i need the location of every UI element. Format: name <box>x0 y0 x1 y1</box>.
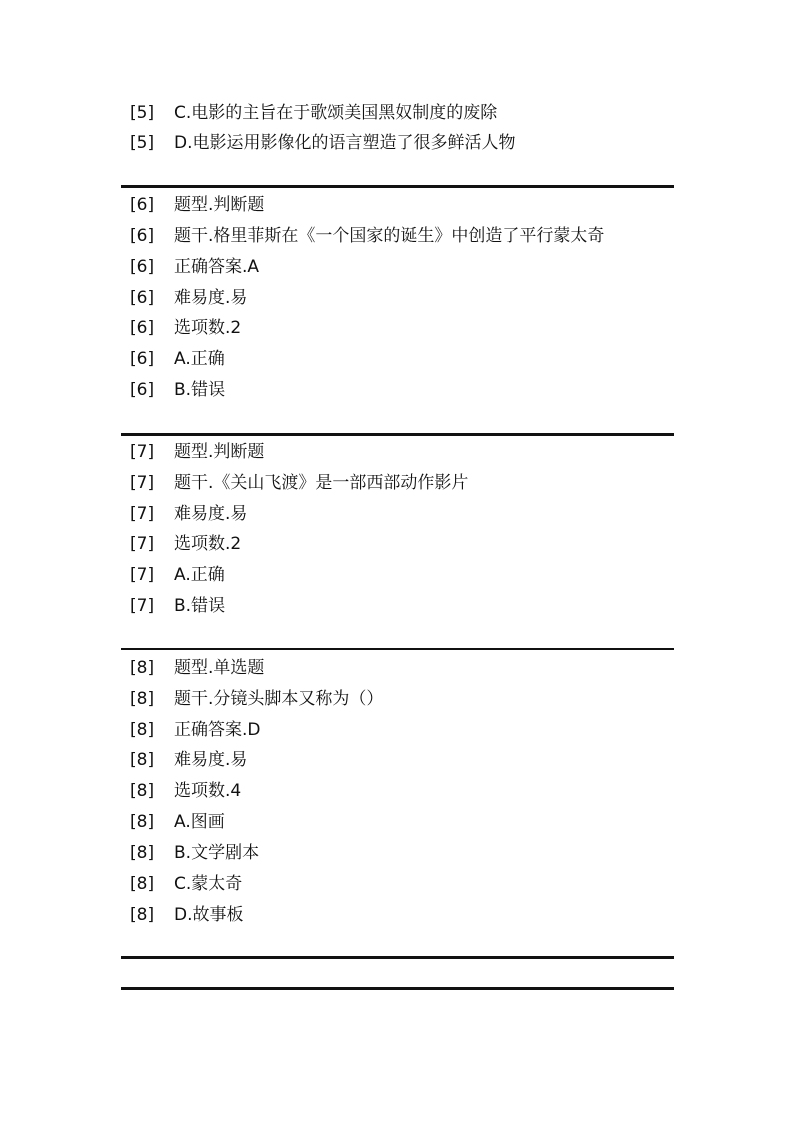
question-number: [5] <box>130 133 155 153</box>
question-number: [5] <box>130 103 155 123</box>
line-text: B.错误 <box>174 596 226 616</box>
line-text: A.正确 <box>174 349 225 369</box>
q8-line <box>130 904 244 926</box>
q6-line <box>130 287 247 309</box>
question-number: [8] <box>130 905 155 925</box>
question-number: [6] <box>130 349 155 369</box>
q5-line <box>130 102 497 124</box>
q7-line <box>130 533 241 555</box>
line-text: 正确答案.A <box>174 257 260 277</box>
q5-line <box>130 132 516 154</box>
line-text: 选项数.2 <box>174 534 242 554</box>
question-number: [7] <box>130 473 155 493</box>
line-text: 题型.判断题 <box>174 442 265 462</box>
line-text: 选项数.4 <box>174 781 242 801</box>
question-number: [6] <box>130 288 155 308</box>
q6-line <box>130 256 259 278</box>
section-divider <box>121 185 674 188</box>
q6-line <box>130 348 225 370</box>
line-text: B.文学剧本 <box>174 843 260 863</box>
line-text: C.蒙太奇 <box>174 874 243 894</box>
section-divider <box>121 987 674 990</box>
section-divider <box>121 433 674 436</box>
q7-line <box>130 564 225 586</box>
question-number: [8] <box>130 874 155 894</box>
q8-line <box>130 780 241 802</box>
question-number: [8] <box>130 812 155 832</box>
question-number: [6] <box>130 380 155 400</box>
q8-line <box>130 688 383 710</box>
q7-line <box>130 441 264 463</box>
line-text: 难易度.易 <box>174 750 248 770</box>
q8-line <box>130 842 259 864</box>
line-text: A.正确 <box>174 565 225 585</box>
question-number: [6] <box>130 318 155 338</box>
line-text: 题型.单选题 <box>174 658 265 678</box>
line-text: 难易度.易 <box>174 504 248 524</box>
section-divider <box>121 648 674 650</box>
q8-line <box>130 873 242 895</box>
question-number: [8] <box>130 843 155 863</box>
question-number: [8] <box>130 750 155 770</box>
question-number: [7] <box>130 565 155 585</box>
question-number: [8] <box>130 658 155 678</box>
question-number: [6] <box>130 257 155 277</box>
q6-line <box>130 225 604 247</box>
question-number: [7] <box>130 504 155 524</box>
q8-line <box>130 749 247 771</box>
line-text: A.图画 <box>174 812 225 832</box>
question-number: [7] <box>130 442 155 462</box>
q8-line <box>130 811 225 833</box>
line-text: 题干.分镜头脚本又称为（） <box>174 689 384 709</box>
q6-line <box>130 317 241 339</box>
line-text: 题干.格里菲斯在《一个国家的诞生》中创造了平行蒙太奇 <box>174 226 605 246</box>
q7-line <box>130 595 225 617</box>
line-text: D.电影运用影像化的语言塑造了很多鲜活人物 <box>174 133 516 153</box>
question-number: [8] <box>130 720 155 740</box>
question-number: [6] <box>130 226 155 246</box>
line-text: 正确答案.D <box>174 720 261 740</box>
q7-line <box>130 503 247 525</box>
line-text: 题干.《关山飞渡》是一部西部动作影片 <box>174 473 469 493</box>
line-text: D.故事板 <box>174 905 244 925</box>
line-text: C.电影的主旨在于歌颂美国黑奴制度的废除 <box>174 103 498 123</box>
q6-line <box>130 379 225 401</box>
question-number: [8] <box>130 781 155 801</box>
line-text: 选项数.2 <box>174 318 242 338</box>
q7-line <box>130 472 468 494</box>
line-text: 题型.判断题 <box>174 195 265 215</box>
question-number: [7] <box>130 596 155 616</box>
section-divider <box>121 956 674 959</box>
question-number: [7] <box>130 534 155 554</box>
line-text: B.错误 <box>174 380 226 400</box>
q8-line <box>130 657 264 679</box>
q8-line <box>130 719 261 741</box>
q6-line <box>130 194 264 216</box>
question-number: [8] <box>130 689 155 709</box>
line-text: 难易度.易 <box>174 288 248 308</box>
question-number: [6] <box>130 195 155 215</box>
